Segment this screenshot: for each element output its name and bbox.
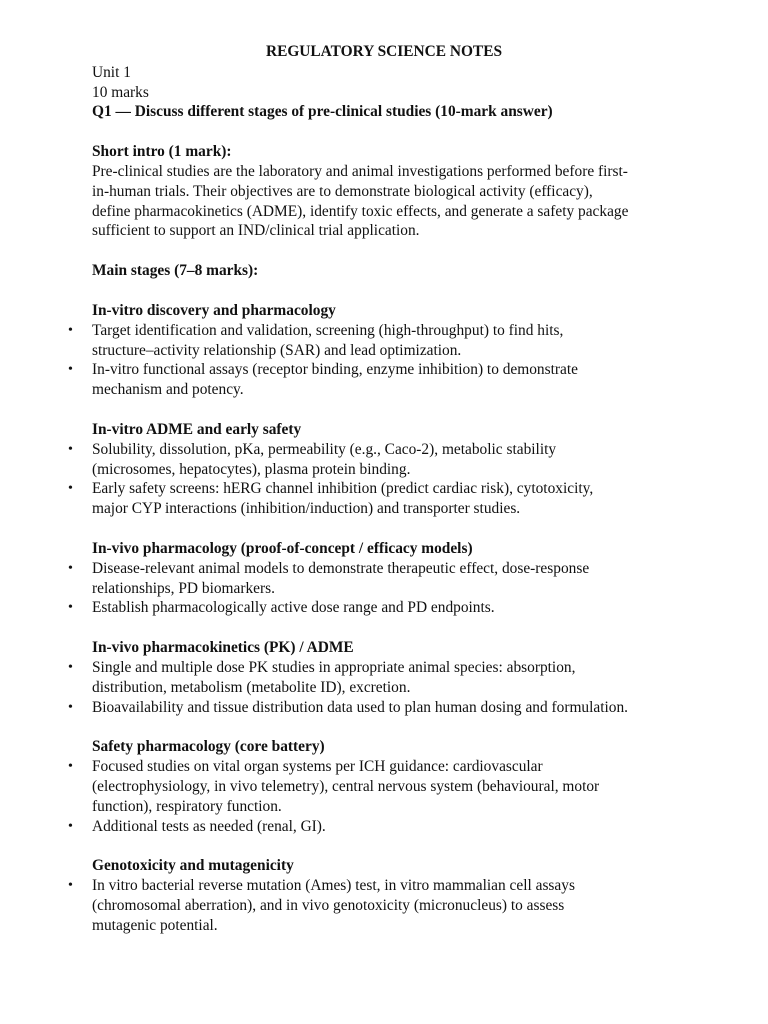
bullet-line: Solubility, dissolution, pKa, permeability (e.g., Caco-2), metabolic stability: [92, 440, 557, 458]
bullet-item: [68, 658, 728, 698]
intro-line: in-human trials. Their objectives are to demonstrate biological activity (efficacy),: [92, 182, 593, 200]
bullet-line: mechanism and potency.: [92, 381, 244, 399]
bullet-line: major CYP interactions (inhibition/induction) and transporter studies.: [92, 500, 521, 518]
bullet-line: Focused studies on vital organ systems per ICH guidance: cardiovascular: [92, 758, 543, 776]
bullet-icon: •: [68, 659, 73, 675]
bullet-icon: •: [68, 560, 73, 576]
bullet-line: (electrophysiology, in vivo telemetry), central nervous system (behavioural, motor: [92, 777, 600, 795]
bullet-icon: •: [68, 322, 73, 338]
intro-line: define pharmacokinetics (ADME), identify toxic effects, and generate a safety package: [92, 202, 629, 220]
bullet-list: [68, 321, 728, 400]
section-heading: Genotoxicity and mutagenicity: [92, 857, 294, 875]
bullet-line: Early safety screens: hERG channel inhibition (predict cardiac risk), cytotoxicity,: [92, 480, 594, 498]
bullet-line: Establish pharmacologically active dose range and PD endpoints.: [92, 599, 495, 617]
bullet-line: relationships, PD biomarkers.: [92, 579, 275, 597]
stages-list: [68, 281, 728, 936]
section-heading: In-vitro discovery and pharmacology: [92, 301, 336, 319]
bullet-item: [68, 817, 728, 837]
bullet-icon: •: [68, 600, 73, 616]
bullet-list: [68, 559, 728, 618]
bullet-line: Target identification and validation, screening (high-throughput) to find hits,: [92, 321, 564, 339]
intro-heading: Short intro (1 mark):: [92, 143, 232, 161]
section-heading: Safety pharmacology (core battery): [92, 738, 325, 756]
intro-line: Pre-clinical studies are the laboratory and animal investigations performed before first-: [92, 162, 628, 180]
bullet-line: distribution, metabolism (metabolite ID), excretion.: [92, 678, 411, 696]
bullet-line: (chromosomal aberration), and in vivo genotoxicity (micronucleus) to assess: [92, 896, 565, 914]
bullet-item: [68, 876, 728, 935]
bullet-icon: •: [68, 759, 73, 775]
question-heading: Q1 — Discuss different stages of pre-clinical studies (10-mark answer): [92, 103, 553, 121]
bullet-item: [68, 598, 728, 618]
bullet-icon: •: [68, 699, 73, 715]
bullet-item: [68, 479, 728, 519]
bullet-line: structure–activity relationship (SAR) and lead optimization.: [92, 341, 462, 359]
bullet-icon: •: [68, 878, 73, 894]
bullet-list: [68, 876, 728, 935]
bullet-item: [68, 321, 728, 361]
bullet-line: Bioavailability and tissue distribution data used to plan human dosing and formulation.: [92, 698, 629, 716]
bullet-list: [68, 658, 728, 717]
bullet-line: Additional tests as needed (renal, GI).: [92, 817, 326, 835]
intro-line: sufficient to support an IND/clinical trial application.: [92, 222, 420, 240]
section-heading: In-vitro ADME and early safety: [92, 420, 302, 438]
bullet-item: [68, 360, 728, 400]
unit-label: Unit 1: [92, 63, 131, 81]
bullet-item: [68, 440, 728, 480]
bullet-icon: •: [68, 441, 73, 457]
bullet-list: [68, 757, 728, 836]
bullet-line: In-vitro functional assays (receptor binding, enzyme inhibition) to demonstrate: [92, 361, 578, 379]
bullet-icon: •: [68, 362, 73, 378]
bullet-item: [68, 757, 728, 816]
bullet-line: (microsomes, hepatocytes), plasma protein binding.: [92, 460, 411, 478]
section-heading: In-vivo pharmacology (proof-of-concept / efficacy models): [92, 539, 473, 557]
bullet-item: [68, 698, 728, 718]
page-title: REGULATORY SCIENCE NOTES: [265, 43, 503, 60]
bullet-line: Single and multiple dose PK studies in appropriate animal species: absorption,: [92, 658, 576, 676]
bullet-line: function), respiratory function.: [92, 797, 282, 815]
bullet-list: [68, 440, 728, 519]
main-stages-heading: Main stages (7–8 marks):: [92, 262, 259, 280]
section-heading: In-vivo pharmacokinetics (PK) / ADME: [92, 639, 354, 657]
bullet-icon: •: [68, 481, 73, 497]
bullet-line: In vitro bacterial reverse mutation (Ames) test, in vitro mammalian cell assays: [92, 877, 575, 895]
bullet-line: Disease-relevant animal models to demonstrate therapeutic effect, dose-response: [92, 559, 590, 577]
bullet-item: [68, 559, 728, 599]
marks-label: 10 marks: [92, 83, 149, 101]
bullet-line: mutagenic potential.: [92, 916, 218, 934]
intro-paragraph: [92, 162, 728, 241]
bullet-icon: •: [68, 818, 73, 834]
